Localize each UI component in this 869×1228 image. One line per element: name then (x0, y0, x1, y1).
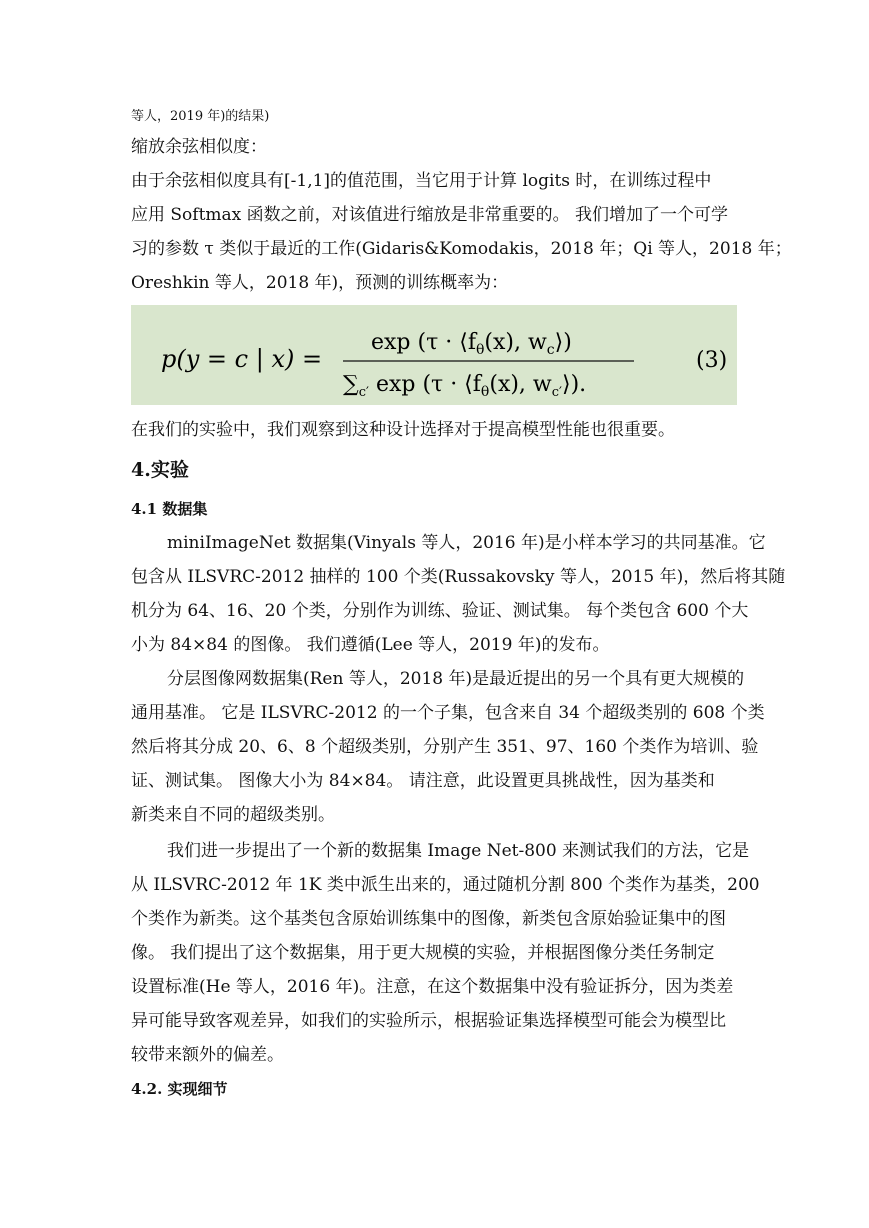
denominator-sum-sub: c′ (358, 385, 369, 400)
text-line: 在我们的实验中，我们观察到这种设计选择对于提高模型性能也很重要。 (131, 420, 675, 440)
text-line: 机分为 64、16、20 个类，分别作为训练、验证、测试集。 每个类包含 600 个大 (131, 601, 749, 621)
text-line: 等人，2019 年)的结果) (131, 109, 270, 124)
text-line: 我们进一步提出了一个新的数据集 Image Net-800 来测试我们的方法，它是 (167, 841, 750, 861)
section-heading: 4.实验 (131, 459, 189, 481)
svg-text:exp (τ · ⟨fθ(x), wc⟩) (371, 330, 572, 358)
text-line: 证、测试集。 图像大小为 84×84。 请注意，此设置更具挑战性，因为基类和 (131, 771, 715, 791)
equation-3 (131, 305, 737, 405)
numerator-sub: θ (475, 342, 485, 358)
numerator-text: exp (τ · ⟨f (371, 330, 476, 355)
text-line: 小为 84×84 的图像。 我们遵循(Lee 等人，2019 年)的发布。 (131, 635, 610, 655)
equation-lhs: p(y = c | x) = (161, 345, 323, 373)
equation-block (131, 305, 737, 405)
denominator-sub2: c′ (551, 385, 562, 400)
denominator-sum: ∑ (343, 372, 359, 397)
text-line: 通用基准。 它是 ILSVRC-2012 的一个子集，包含来自 34 个超级类别的 608 个类 (131, 703, 765, 723)
text-line: 应用 Softmax 函数之前，对该值进行缩放是非常重要的。 我们增加了一个可学 (131, 205, 729, 225)
text-line: 新类来自不同的超级类别。 (131, 805, 335, 825)
subsection-heading: 4.2. 实现细节 (131, 1080, 228, 1098)
text-line: 从 ILSVRC-2012 年 1K 类中派生出来的，通过随机分割 800 个类作为基类，200 (131, 875, 760, 895)
text-line: 设置标准(He 等人，2016 年)。注意，在这个数据集中没有验证拆分，因为类差 (131, 977, 734, 997)
denominator-text: exp (τ · ⟨f (368, 372, 481, 397)
text-line: 然后将其分成 20、6、8 个超级类别，分别产生 351、97、160 个类作为培训、验 (131, 737, 759, 757)
text-line: 较带来额外的偏差。 (131, 1045, 284, 1065)
svg-text:∑c′ exp (τ · ⟨fθ(x), wc′⟩). (343, 372, 586, 400)
subsection-heading: 4.1 数据集 (131, 500, 208, 518)
numerator-sub2: c (546, 342, 555, 358)
text-line: miniImageNet 数据集(Vinyals 等人，2016 年)是小样本学习的共同基准。它 (167, 533, 766, 553)
numerator-rest: (x), w (484, 330, 547, 355)
text-line: 个类作为新类。这个基类包含原始训练集中的图像，新类包含原始验证集中的图 (131, 909, 726, 929)
text-line: 包含从 ILSVRC-2012 抽样的 100 个类(Russakovsky 等人，2015 年)，然后将其随 (131, 567, 786, 587)
text-line: 像。 我们提出了这个数据集，用于更大规模的实验，并根据图像分类任务制定 (131, 943, 715, 963)
numerator-close: ⟩) (554, 330, 572, 355)
denominator-sub: θ (480, 384, 490, 400)
text-line: 习的参数 τ 类似于最近的工作(Gidaris&Komodakis，2018 年；Qi 等人，2018 年； (131, 239, 792, 259)
text-line: 由于余弦相似度具有[-1,1]的值范围，当它用于计算 logits 时，在训练过程中 (131, 171, 712, 191)
equation-number: (3) (696, 348, 728, 373)
denominator-rest: (x), w (489, 372, 552, 397)
text-line: 缩放余弦相似度： (131, 137, 267, 157)
text-line: 异可能导致客观差异，如我们的实验所示，根据验证集选择模型可能会为模型比 (131, 1011, 726, 1031)
denominator-close: ⟩). (561, 372, 587, 397)
text-line: 分层图像网数据集(Ren 等人，2018 年)是最近提出的另一个具有更大规模的 (167, 669, 745, 689)
text-line: Oreshkin 等人，2018 年)，预测的训练概率为： (131, 273, 509, 293)
